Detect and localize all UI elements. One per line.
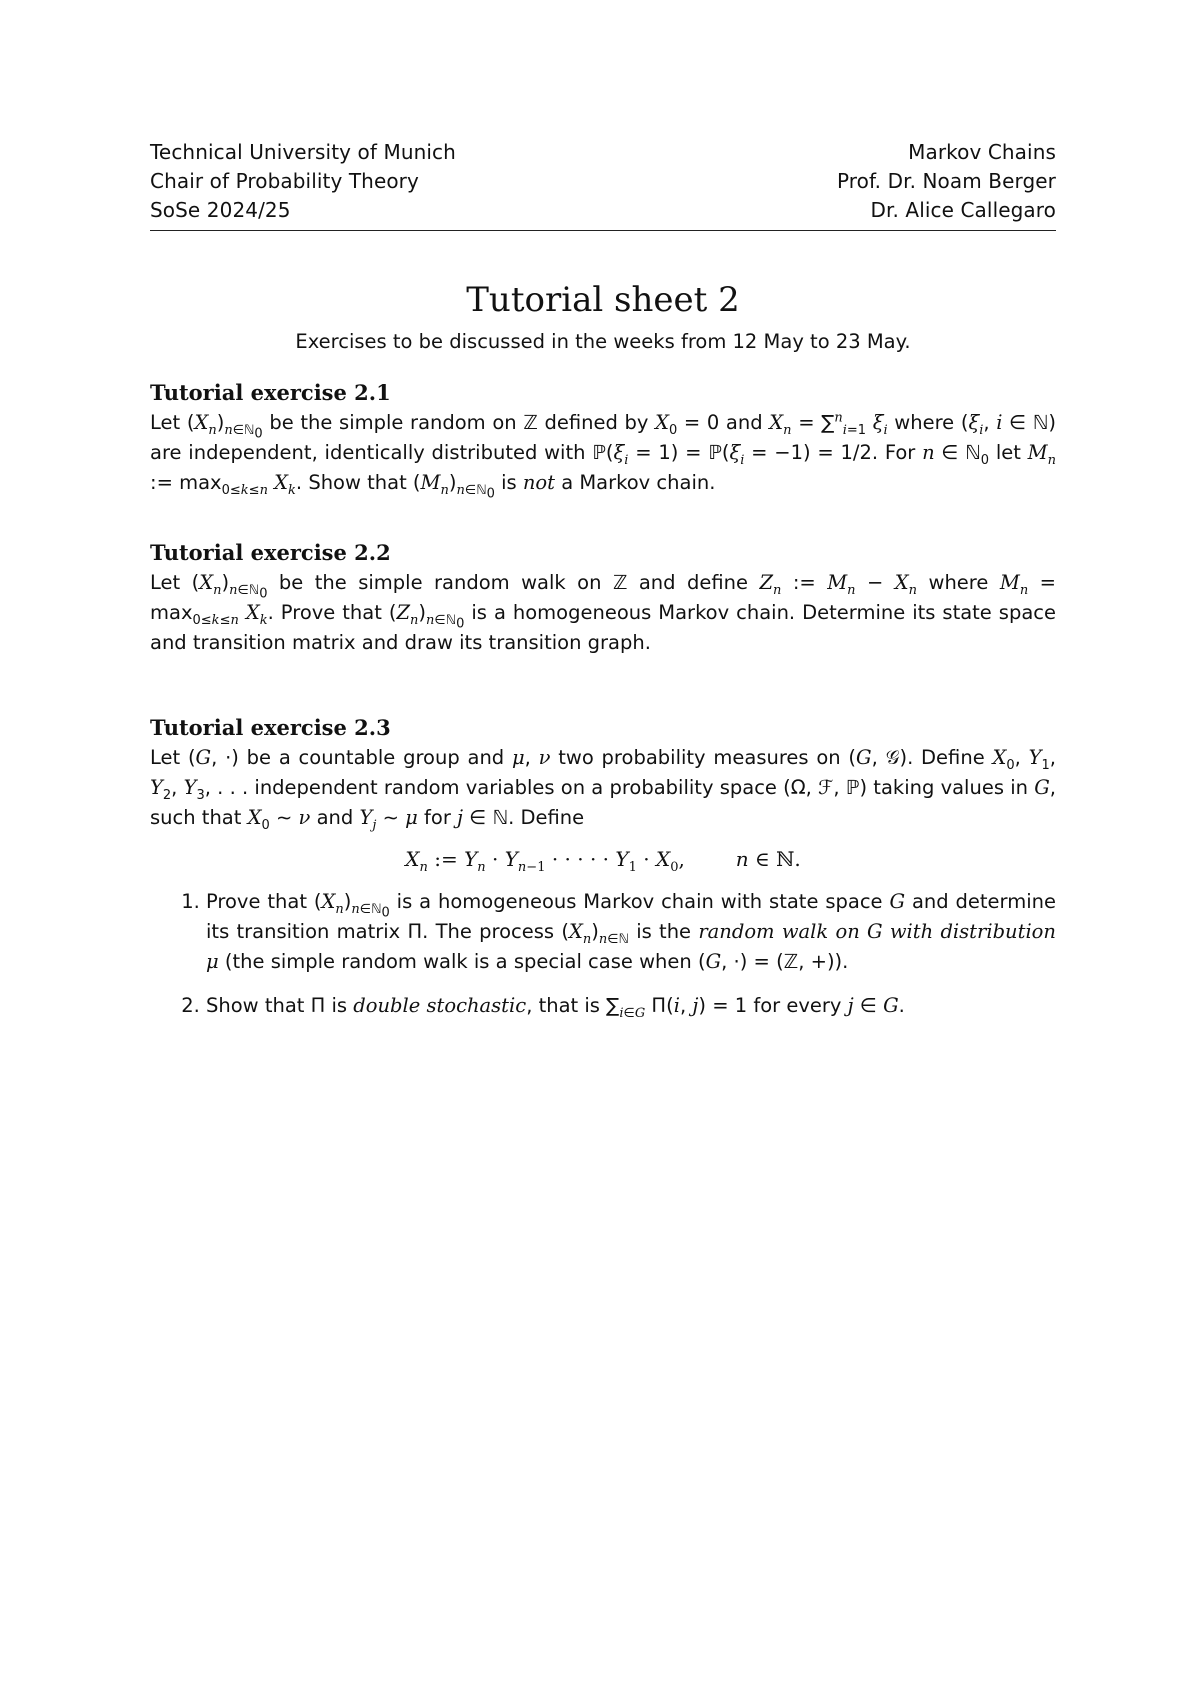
display-equation: $X_n$ := $Y_n \cdot Y_{n-1}$ · · · · · $Y_1 \cdot X_0$, n ∈ ℕ. xyxy=(405,847,801,875)
exercise-body: Let $(X_n)_{n\in ℕ_0}$ be the simple random walk on ℤ and define $Z_n$ := $M_n - X_n$ where $M_n = \max_{0\le k\le n} X_k$. Prove that $(Z_n)_{n\in ℕ_0}$ is a homogeneous Markov chain. Determine its state space and transition matrix and draw its transition graph. xyxy=(150,571,1056,654)
exercise-parts xyxy=(150,887,1056,1021)
exercise-2-3 xyxy=(150,713,1056,1035)
sheet-subtitle: Exercises to be discussed in the weeks from 12 May to 23 May. xyxy=(295,330,911,353)
exercise-2-2 xyxy=(150,538,1056,658)
exercise-part-2: 2. Show that Π is double stochastic, that is $\sum_{i\in G}$ Π(i, j) = 1 for every j ∈ G. xyxy=(206,991,1056,1021)
exercise-part-1: 1. Prove that $(X_n)_{n\in ℕ_0}$ is a homogeneous Markov chain with state space G and determine its transition matrix Π. The process $(X_n)_{n\in ℕ}$ is the random walk on G with distribution μ (the simple random walk is a special case when (G, ·) = (ℤ, +)). xyxy=(206,887,1056,977)
assistant-name: Dr. Alice Callegaro xyxy=(870,198,1056,222)
exercise-body: Let (G, ·) be a countable group and μ, ν two probability measures on (G, 𝒢). Define $X_0$, $Y_1$, $Y_2$, $Y_3$, . . . independent random variables on a probability space (Ω, ℱ, ℙ) taking values in G, such that $X_0$ ∼ ν and $Y_j$ ∼ μ for j ∈ ℕ. Define xyxy=(150,746,1056,833)
exercise-title: Tutorial exercise 2.1 xyxy=(150,380,391,405)
chair-name: Chair of Probability Theory xyxy=(150,169,419,193)
exercise-2-1 xyxy=(150,378,1056,502)
exercise-title: Tutorial exercise 2.2 xyxy=(150,540,391,565)
document-header xyxy=(150,138,1056,231)
course-name: Markov Chains xyxy=(908,140,1056,164)
professor-name: Prof. Dr. Noam Berger xyxy=(836,169,1056,193)
header-right xyxy=(837,138,1056,225)
exercise-body: Let $(X_n)_{n\in ℕ_0}$ be the simple random on ℤ defined by $X_0 = 0$ and $X_n = \sum^n_{i=1}$ $\xi_i$ where ($\xi_i$, i ∈ ℕ) are independent, identically distributed with $ℙ(\xi_i = 1)$ = $ℙ(\xi_i = -1) = 1/2$. For n ∈ ℕ$_0$ let $M_n$ := $\max_{0\le k\le n} X_k$. Show that $(M_n)_{n\in ℕ_0}$ is not a Markov chain. xyxy=(150,410,1056,502)
university-name: Technical University of Munich xyxy=(150,140,456,164)
semester: SoSe 2024/25 xyxy=(150,198,291,222)
sheet-title: Tutorial sheet 2 xyxy=(466,280,740,320)
exercise-title: Tutorial exercise 2.3 xyxy=(150,715,391,740)
header-left xyxy=(150,138,456,225)
